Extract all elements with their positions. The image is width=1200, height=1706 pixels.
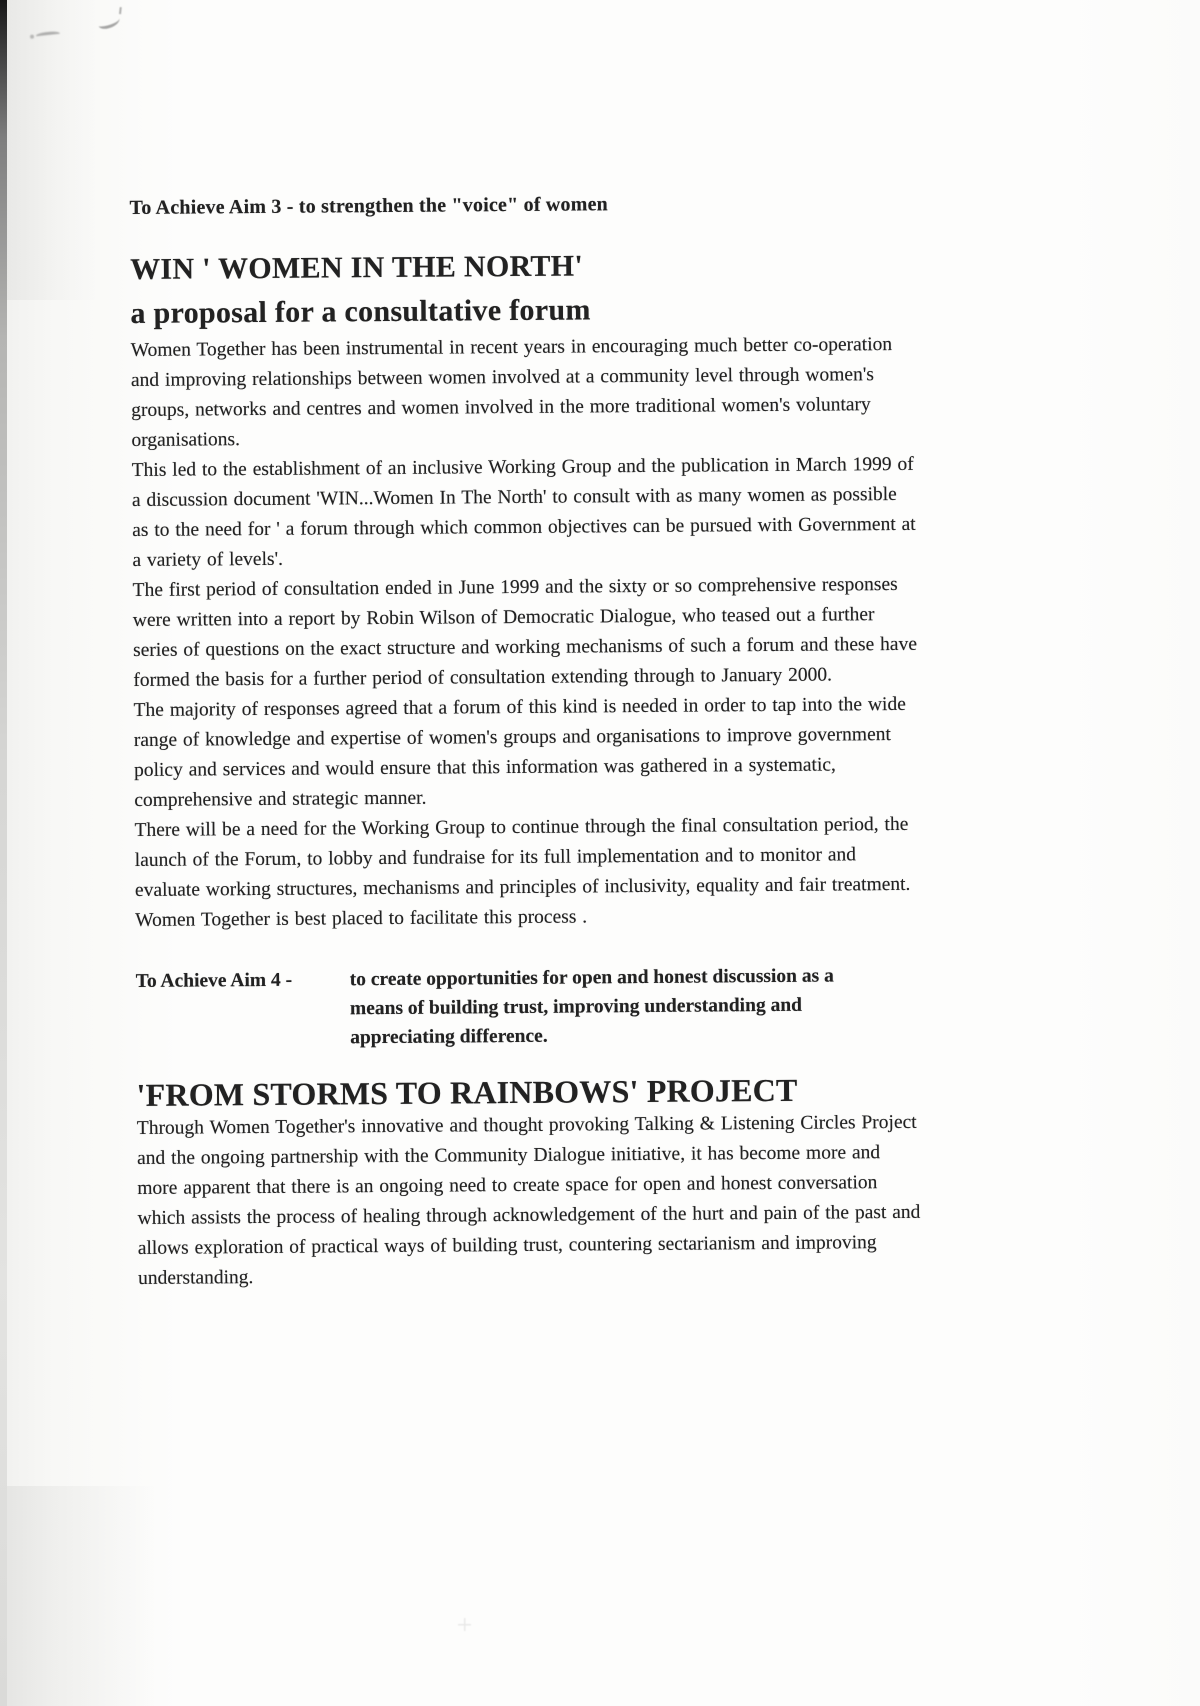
aim4-text-line-2: means of building trust, improving understanding and — [349, 994, 803, 1020]
title-line-1: WIN ' WOMEN IN THE NORTH' — [129, 249, 584, 286]
paragraph-women-together-instrumental: Women Together has been instrumental in recent years in encouraging much better co-operation and improving relationships between women involved at a community level through women's groups, networks and centres and women involved in the more traditional women's voluntary organisations. — [130, 334, 893, 451]
aim4-section — [136, 961, 921, 1054]
scan-shading-bottom-left — [7, 1486, 157, 1706]
faint-scan-mark — [458, 1618, 471, 1631]
aim4-label: To Achieve Aim 4 - — [135, 969, 293, 992]
paragraph-majority-of-responses: The majority of responses agreed that a forum of this kind is needed in order to tap into the wide range of knowledge and expertise of women's groups and organisations to improve government policy and services and would ensure that this information was gathered in a systematic, comprehensive and strategic manner. — [133, 693, 906, 811]
title-line-2: a proposal for a consultative forum — [130, 293, 591, 330]
aim4-text-line-1: to create opportunities for open and honest discussion as a — [349, 965, 834, 991]
document-title — [130, 242, 915, 336]
scanner-edge-shadow — [0, 0, 7, 1706]
paragraph-working-group-continue: There will be a need for the Working Group to continue through the final consultation period, the launch of the Forum, to lobby and fundraise for its full implementation and to monitor and evaluate working structures, mechanisms and principles of inclusivity, equality and fair treatment. — [134, 813, 911, 901]
aim4-text-line-3: appreciating difference. — [350, 1025, 548, 1049]
pen-smudge-right — [97, 14, 121, 31]
aim3-heading: To Achieve Aim 3 - to strengthen the "voice" of women — [129, 193, 609, 219]
scan-shading-top-left — [7, 0, 97, 300]
paragraph-first-consultation-period: The first period of consultation ended in June 1999 and the sixty or so comprehensive responses were written into a report by Robin Wilson of Democratic Dialogue, who teased out a further series of questions on the exact structure and working mechanisms of such a forum and these have formed the basis for a further period of consultation extending through to January 2000. — [132, 573, 918, 691]
paragraph-working-group-publication: This led to the establishment of an inclusive Working Group and the publication in March 1999 of a discussion document 'WIN...Women In The North' to consult with as many women as possible as to the need for ' a forum through which common objectives can be pursued with Government at a variety of levels'. — [131, 453, 916, 571]
aim4-text — [350, 961, 921, 1052]
paragraph-best-placed: Women Together is best placed to facilitate this process . — [135, 906, 588, 931]
paragraph-storms-project: Through Women Together's innovative and thought provoking Talking & Listening Circles Project and the ongoing partnership with the Community Dialogue initiative, it has become more and more apparent that there is an ongoing need to create space for open and honest conversation which assists the process of healing through acknowledgement of the hurt and pain of the past and allows exploration of practical ways of building trust, countering sectarianism and improving understanding. — [136, 1111, 921, 1289]
storms-project-title: 'FROM STORMS TO RAINBOWS' PROJECT — [136, 1071, 798, 1113]
document-text-block — [128, 0, 922, 1294]
